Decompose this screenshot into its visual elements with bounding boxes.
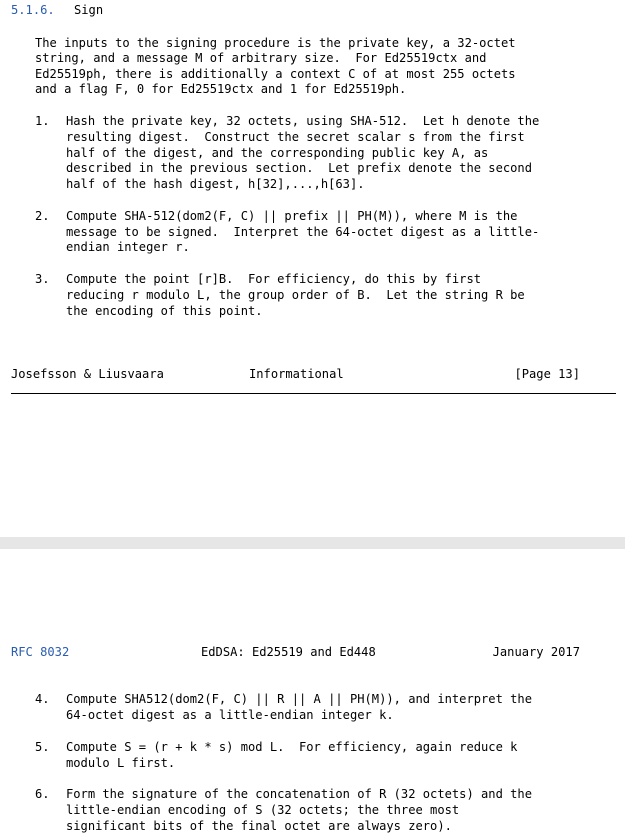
intro-line: and a flag F, 0 for Ed25519ctx and 1 for Ed25519ph. xyxy=(35,82,407,96)
step-line: half of the hash digest, h[32],...,h[63]. xyxy=(66,177,365,191)
section-title: Sign xyxy=(74,3,104,17)
page-break xyxy=(0,537,625,549)
step-line: half of the digest, and the corresponding public key A, as xyxy=(66,146,489,160)
page-header xyxy=(11,644,580,660)
section-number-link[interactable]: 5.1.6. xyxy=(11,3,55,17)
rfc-number-link[interactable]: RFC 8032 xyxy=(11,645,70,659)
step-number: 5. xyxy=(35,740,50,754)
step-line: reducing r modulo L, the group order of B. Let the string R be xyxy=(66,288,525,302)
step-line: modulo L first. xyxy=(66,756,176,770)
intro-line: Ed25519ph, there is additionally a context C of at most 255 octets xyxy=(35,67,516,81)
footer-authors: Josefsson & Liusvaara xyxy=(11,367,164,381)
step-line: described in the previous section. Let prefix denote the second xyxy=(66,161,532,175)
step-line: Compute S = (r + k * s) mod L. For efficiency, again reduce k xyxy=(66,740,518,754)
step-line: the encoding of this point. xyxy=(66,304,263,318)
page-divider xyxy=(11,393,616,394)
step-line: Compute SHA512(dom2(F, C) || R || A || PH(M)), and interpret the xyxy=(66,692,532,706)
step-line: Compute SHA-512(dom2(F, C) || prefix || PH(M)), where M is the xyxy=(66,209,518,223)
step-line: Form the signature of the concatenation of R (32 octets) and the xyxy=(66,787,532,801)
step-line: significant bits of the final octet are always zero). xyxy=(66,819,452,833)
step-line: Hash the private key, 32 octets, using SHA-512. Let h denote the xyxy=(66,114,540,128)
step-number: 4. xyxy=(35,692,50,706)
step-number: 6. xyxy=(35,787,50,801)
footer-category: Informational xyxy=(249,367,344,381)
intro-line: string, and a message M of arbitrary size. For Ed25519ctx and xyxy=(35,51,487,65)
step-number: 2. xyxy=(35,209,50,223)
step-line: little-endian encoding of S (32 octets; the three most xyxy=(66,803,460,817)
step-line: Compute the point [r]B. For efficiency, do this by first xyxy=(66,272,482,286)
step-line: 64-octet digest as a little-endian integer k. xyxy=(66,708,394,722)
step-line: resulting digest. Construct the secret scalar s from the first xyxy=(66,130,525,144)
intro-line: The inputs to the signing procedure is the private key, a 32-octet xyxy=(35,36,516,50)
step-line: message to be signed. Interpret the 64-octet digest as a little- xyxy=(66,225,540,239)
footer-page-number: [Page 13] xyxy=(514,367,580,381)
step-number: 1. xyxy=(35,114,50,128)
step-number: 3. xyxy=(35,272,50,286)
page-footer xyxy=(11,366,580,382)
header-title: EdDSA: Ed25519 and Ed448 xyxy=(201,645,376,659)
header-date: January 2017 xyxy=(492,645,580,659)
step-line: endian integer r. xyxy=(66,240,190,254)
